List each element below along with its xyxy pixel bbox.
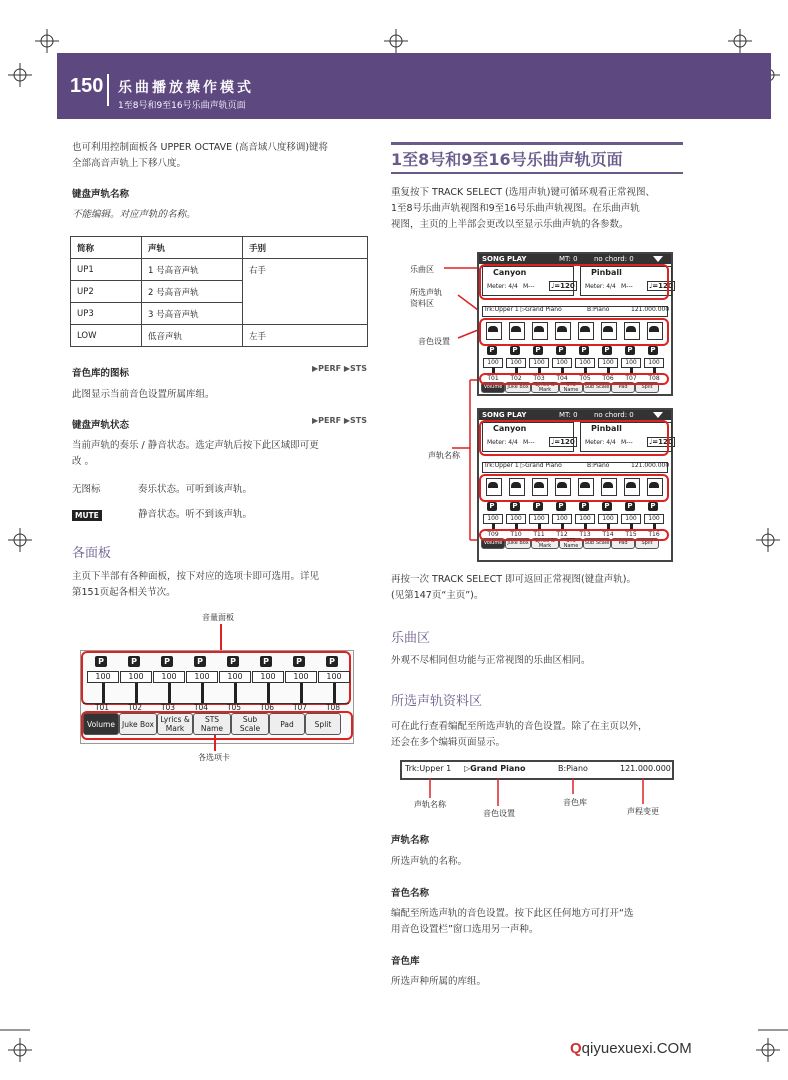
table-row: LOW 低音声轨 左手 bbox=[71, 325, 368, 347]
after-figure-text: 再按一次 TRACK SELECT 即可返回正常视图(键盘声轨)。 (见第147页“主页”)。 bbox=[391, 574, 636, 601]
song-area-highlight bbox=[479, 264, 669, 300]
volume-value[interactable]: 100 bbox=[120, 671, 152, 683]
program-icon: P bbox=[227, 656, 239, 667]
tempo: ♩=120 bbox=[551, 438, 575, 446]
bank-icon-text: 此图显示当前音色设置所属库组。 bbox=[72, 389, 215, 400]
tab-lyrics-mark[interactable]: Lyrics & Mark bbox=[157, 713, 193, 735]
volume-value[interactable]: 100 bbox=[186, 671, 218, 683]
callout-line bbox=[214, 735, 216, 751]
track-label: T10 bbox=[510, 531, 522, 538]
program-icon: P bbox=[533, 502, 543, 511]
tab-pad[interactable]: Pad bbox=[611, 538, 635, 549]
panels-text: 主页下半部有各种面板，按下对应的选项卡即可选用。详见 第151页起各相关节次。 bbox=[72, 571, 320, 598]
song-name: Pinball bbox=[591, 424, 622, 433]
program-icon: P bbox=[128, 656, 140, 667]
program-icon: P bbox=[161, 656, 173, 667]
volume-value[interactable]: 100 bbox=[529, 514, 549, 524]
fader-handle[interactable] bbox=[333, 683, 336, 703]
track-label: T04 bbox=[193, 703, 209, 712]
panels-heading: 各面板 bbox=[72, 546, 112, 561]
sel-track-heading: 所选声轨资料区 bbox=[391, 694, 483, 709]
tab-pad[interactable]: Pad bbox=[611, 382, 635, 393]
track-label: T01 bbox=[94, 703, 110, 712]
track-label: T06 bbox=[259, 703, 275, 712]
track-label: T08 bbox=[325, 703, 341, 712]
tab-sub-scale[interactable]: Sub Scale bbox=[583, 382, 611, 393]
song-name: Canyon bbox=[493, 268, 527, 277]
right-intro: 重复按下 TRACK SELECT (选用声轨)键可循环观看正常视图、 1至8号乐曲声轨视图和9至16号乐曲声轨视图。在乐曲声轨 视图，主页的上半部会更改以至显示乐曲声轨的各参数。 bbox=[391, 187, 655, 230]
measure: M--- bbox=[621, 283, 633, 290]
def-bank-heading: 音色库 bbox=[391, 956, 420, 967]
measure: M--- bbox=[523, 439, 535, 446]
program-icon: P bbox=[579, 346, 589, 355]
tab-lyrics-mark[interactable]: Lyrics & Mark bbox=[531, 538, 559, 549]
program-icon: P bbox=[487, 502, 497, 511]
program-icon: P bbox=[579, 502, 589, 511]
tab-sts-name[interactable]: STS Name bbox=[193, 713, 231, 735]
volume-value[interactable]: 100 bbox=[621, 358, 641, 368]
volume-value[interactable]: 100 bbox=[552, 514, 572, 524]
intro-text: 也可利用控制面板各 UPPER OCTAVE (高音域八度移调)键将 全部高音声轨上下移八度。 bbox=[72, 142, 329, 169]
screen-tracks-1-8 bbox=[477, 252, 673, 396]
volume-value[interactable]: 100 bbox=[153, 671, 185, 683]
track-label: T08 bbox=[648, 375, 660, 382]
song-area-heading: 乐曲区 bbox=[391, 631, 431, 646]
track-info-bank: B:Piano bbox=[587, 462, 610, 469]
strip-track-name: Trk:Upper 1 bbox=[405, 764, 452, 773]
menu-arrow-icon[interactable] bbox=[653, 256, 663, 262]
program-icon: P bbox=[602, 502, 612, 511]
program-icon: P bbox=[487, 346, 497, 355]
kb-track-name-heading: 键盘声轨名称 bbox=[72, 189, 130, 200]
track-label: T14 bbox=[602, 531, 614, 538]
chord-indicator: no chord: 0 bbox=[594, 255, 634, 263]
fader-handle[interactable] bbox=[102, 683, 105, 703]
tab-juke-box[interactable]: Juke Box bbox=[505, 538, 531, 549]
program-icon: P bbox=[648, 346, 658, 355]
page-number: 150 bbox=[70, 75, 104, 97]
volume-value[interactable]: 100 bbox=[219, 671, 251, 683]
mute-badge: MUTE bbox=[72, 510, 102, 521]
table-row: UP3 3 号高音声轨 bbox=[71, 303, 368, 325]
program-icon: P bbox=[625, 346, 635, 355]
def-trackname-heading: 声轨名称 bbox=[391, 835, 430, 846]
track-label: T04 bbox=[556, 375, 568, 382]
track-name-highlight bbox=[479, 529, 669, 541]
track-label: T16 bbox=[648, 531, 660, 538]
volume-value[interactable]: 100 bbox=[285, 671, 317, 683]
tab-juke-box[interactable]: Juke Box bbox=[505, 382, 531, 393]
program-icon: P bbox=[260, 656, 272, 667]
volume-value[interactable]: 100 bbox=[575, 514, 595, 524]
volume-panel-label: 音量面板 bbox=[202, 613, 234, 622]
program-icon: P bbox=[556, 502, 566, 511]
def-sound-text: 编配至所选声轨的音色设置。按下此区任何地方可打开“选 用音色设置栏”窗口选用另一声种。 bbox=[391, 908, 634, 935]
strip-bank: B:Piano bbox=[558, 764, 588, 773]
tab-sub-scale[interactable]: Sub Scale bbox=[231, 713, 269, 735]
bank-icon-heading: 音色库的图标 bbox=[72, 368, 130, 379]
tempo: ♩=120 bbox=[649, 282, 673, 290]
volume-value[interactable]: 100 bbox=[598, 358, 618, 368]
tab-pad[interactable]: Pad bbox=[269, 713, 305, 735]
volume-value[interactable]: 100 bbox=[552, 358, 572, 368]
sound-highlight bbox=[479, 474, 669, 502]
tab-lyrics-mark[interactable]: Lyrics & Mark bbox=[531, 382, 559, 393]
mt-indicator: MT: 0 bbox=[559, 411, 578, 419]
volume-value[interactable]: 100 bbox=[483, 358, 503, 368]
volume-value[interactable]: 100 bbox=[575, 358, 595, 368]
mt-indicator: MT: 0 bbox=[559, 255, 578, 263]
tab-volume[interactable]: Volume bbox=[481, 382, 505, 393]
track-label: T13 bbox=[579, 531, 591, 538]
state-desc-mute: 静音状态。听不到该声轨。 bbox=[138, 509, 253, 520]
strip-sound: ▷Grand Piano bbox=[464, 764, 526, 773]
fader-handle[interactable] bbox=[234, 683, 237, 703]
chapter-subtitle: 1至8号和9至16号乐曲声轨页面 bbox=[118, 101, 246, 111]
meter: Meter: 4/4 bbox=[585, 439, 616, 446]
track-label: T02 bbox=[127, 703, 143, 712]
fader-handle[interactable] bbox=[135, 683, 138, 703]
volume-value[interactable]: 100 bbox=[483, 514, 503, 524]
kb-track-state-heading: 键盘声轨状态 bbox=[72, 420, 130, 431]
track-info-prog: 121.0​00.000 bbox=[631, 306, 670, 313]
sound-setting-label: 音色设置 bbox=[418, 337, 450, 346]
screen-title: SONG PLAY bbox=[482, 411, 527, 419]
state-desc-play: 奏乐状态。可听到该声轨。 bbox=[138, 484, 253, 495]
table-header-row: 简称 声轨 手别 bbox=[71, 237, 368, 259]
section-title: 1至8号和9至16号乐曲声轨页面 bbox=[391, 150, 623, 169]
tab-split[interactable]: Split bbox=[635, 382, 659, 393]
tempo: ♩=120 bbox=[551, 282, 575, 290]
volume-value[interactable]: 100 bbox=[318, 671, 350, 683]
volume-value[interactable]: 100 bbox=[621, 514, 641, 524]
track-label: T07 bbox=[625, 375, 637, 382]
meter: Meter: 4/4 bbox=[487, 283, 518, 290]
fader-handle[interactable] bbox=[267, 683, 270, 703]
tabs-label: 各选项卡 bbox=[198, 753, 230, 762]
volume-value[interactable]: 100 bbox=[252, 671, 284, 683]
fader-handle[interactable] bbox=[168, 683, 171, 703]
tab-volume[interactable]: Volume bbox=[481, 538, 505, 549]
program-icon: P bbox=[95, 656, 107, 667]
volume-value[interactable]: 100 bbox=[529, 358, 549, 368]
song-name: Canyon bbox=[493, 424, 527, 433]
track-name-highlight bbox=[479, 373, 669, 385]
tempo: ♩=120 bbox=[649, 438, 673, 446]
song-area-text: 外观不尽相同但功能与正常视图的乐曲区相同。 bbox=[391, 655, 591, 666]
track-label: T03 bbox=[160, 703, 176, 712]
track-info-name: Trk:Upper 1 ▷Grand Piano bbox=[484, 462, 562, 469]
track-label: T05 bbox=[226, 703, 242, 712]
volume-value[interactable]: 100 bbox=[506, 514, 526, 524]
track-info-name: Trk:Upper 1 ▷Grand Piano bbox=[484, 306, 562, 313]
tab-juke-box[interactable]: Juke Box bbox=[119, 713, 157, 735]
watermark: Qqiyuexuexi.COM bbox=[570, 1040, 692, 1057]
perf-sts-tag-2: ▶PERF ▶STS bbox=[312, 416, 368, 425]
program-icon: P bbox=[326, 656, 338, 667]
perf-sts-tag: ▶PERF ▶STS bbox=[312, 364, 368, 373]
program-icon: P bbox=[556, 346, 566, 355]
track-label: T11 bbox=[533, 531, 545, 538]
song-area-highlight bbox=[479, 420, 669, 456]
track-label: T07 bbox=[292, 703, 308, 712]
state-key-none: 无图标 bbox=[72, 484, 101, 495]
def-bank-text: 所选声种所属的库组。 bbox=[391, 976, 487, 987]
section-rule-bottom bbox=[391, 172, 683, 174]
volume-value[interactable]: 100 bbox=[598, 514, 618, 524]
track-info-bank: B:Piano bbox=[587, 306, 610, 313]
tab-sts-name[interactable]: STS Name bbox=[559, 382, 583, 393]
kb-track-name-text: 不能编辑。对应声轨的名称。 bbox=[72, 209, 196, 220]
screen-title: SONG PLAY bbox=[482, 255, 527, 263]
fader-handle[interactable] bbox=[201, 683, 204, 703]
track-label: T05 bbox=[579, 375, 591, 382]
program-icon: P bbox=[194, 656, 206, 667]
tab-sub-scale[interactable]: Sub Scale bbox=[583, 538, 611, 549]
strip-label-sound: 音色设置 bbox=[483, 809, 515, 818]
program-icon: P bbox=[533, 346, 543, 355]
header-divider bbox=[107, 74, 109, 106]
screen-tracks-9-16 bbox=[477, 408, 673, 562]
track-info-prog: 121.0​00.000 bbox=[631, 462, 670, 469]
chapter-title: 乐曲播放操作模式 bbox=[118, 80, 254, 96]
track-label: T15 bbox=[625, 531, 637, 538]
strip-prog: 121.0​00.000 bbox=[620, 764, 671, 773]
def-trackname-text: 所选声轨的名称。 bbox=[391, 856, 468, 867]
menu-arrow-icon[interactable] bbox=[653, 412, 663, 418]
measure: M--- bbox=[621, 439, 633, 446]
track-label: T01 bbox=[487, 375, 499, 382]
kb-track-state-text: 当前声轨的奏乐 / 静音状态。选定声轨后按下此区域即可更 改 。 bbox=[72, 440, 319, 467]
meter: Meter: 4/4 bbox=[585, 283, 616, 290]
track-label: T06 bbox=[602, 375, 614, 382]
song-area-label: 乐曲区 bbox=[410, 265, 434, 274]
track-label: T12 bbox=[556, 531, 568, 538]
track-label: T09 bbox=[487, 531, 499, 538]
meter: Meter: 4/4 bbox=[487, 439, 518, 446]
program-icon: P bbox=[293, 656, 305, 667]
program-icon: P bbox=[510, 346, 520, 355]
volume-value[interactable]: 100 bbox=[644, 514, 664, 524]
table-row: UP2 2 号高音声轨 bbox=[71, 281, 368, 303]
strip-label-bank: 音色库 bbox=[563, 798, 587, 807]
track-label: T03 bbox=[533, 375, 545, 382]
volume-value[interactable]: 100 bbox=[87, 671, 119, 683]
tab-volume[interactable]: Volume bbox=[83, 713, 119, 735]
sound-highlight bbox=[479, 318, 669, 346]
track-name-label: 声轨名称 bbox=[428, 451, 460, 460]
tab-split[interactable]: Split bbox=[305, 713, 341, 735]
callout-line bbox=[220, 624, 222, 650]
strip-label-prog: 声程变更 bbox=[627, 807, 659, 816]
track-info-label: 所选声轨 资料区 bbox=[410, 288, 442, 308]
volume-value[interactable]: 100 bbox=[506, 358, 526, 368]
section-rule bbox=[391, 142, 683, 145]
sel-track-text: 可在此行查看编配至所选声轨的音色设置。除了在主页以外， 还会在多个编辑页面显示。 bbox=[391, 721, 648, 748]
strip-label-trackname: 声轨名称 bbox=[414, 800, 446, 809]
volume-panel-figure bbox=[80, 650, 354, 744]
program-icon: P bbox=[625, 502, 635, 511]
selected-track-strip[interactable] bbox=[400, 760, 674, 780]
fader-handle[interactable] bbox=[300, 683, 303, 703]
song-name: Pinball bbox=[591, 268, 622, 277]
track-table bbox=[70, 236, 368, 347]
tab-split[interactable]: Split bbox=[635, 538, 659, 549]
program-icon: P bbox=[602, 346, 612, 355]
chord-indicator: no chord: 0 bbox=[594, 411, 634, 419]
def-sound-heading: 音色名称 bbox=[391, 888, 430, 899]
program-icon: P bbox=[648, 502, 658, 511]
tab-sts-name[interactable]: STS Name bbox=[559, 538, 583, 549]
table-row: UP1 1 号高音声轨 右手 bbox=[71, 259, 368, 281]
measure: M--- bbox=[523, 283, 535, 290]
program-icon: P bbox=[510, 502, 520, 511]
track-label: T02 bbox=[510, 375, 522, 382]
volume-value[interactable]: 100 bbox=[644, 358, 664, 368]
